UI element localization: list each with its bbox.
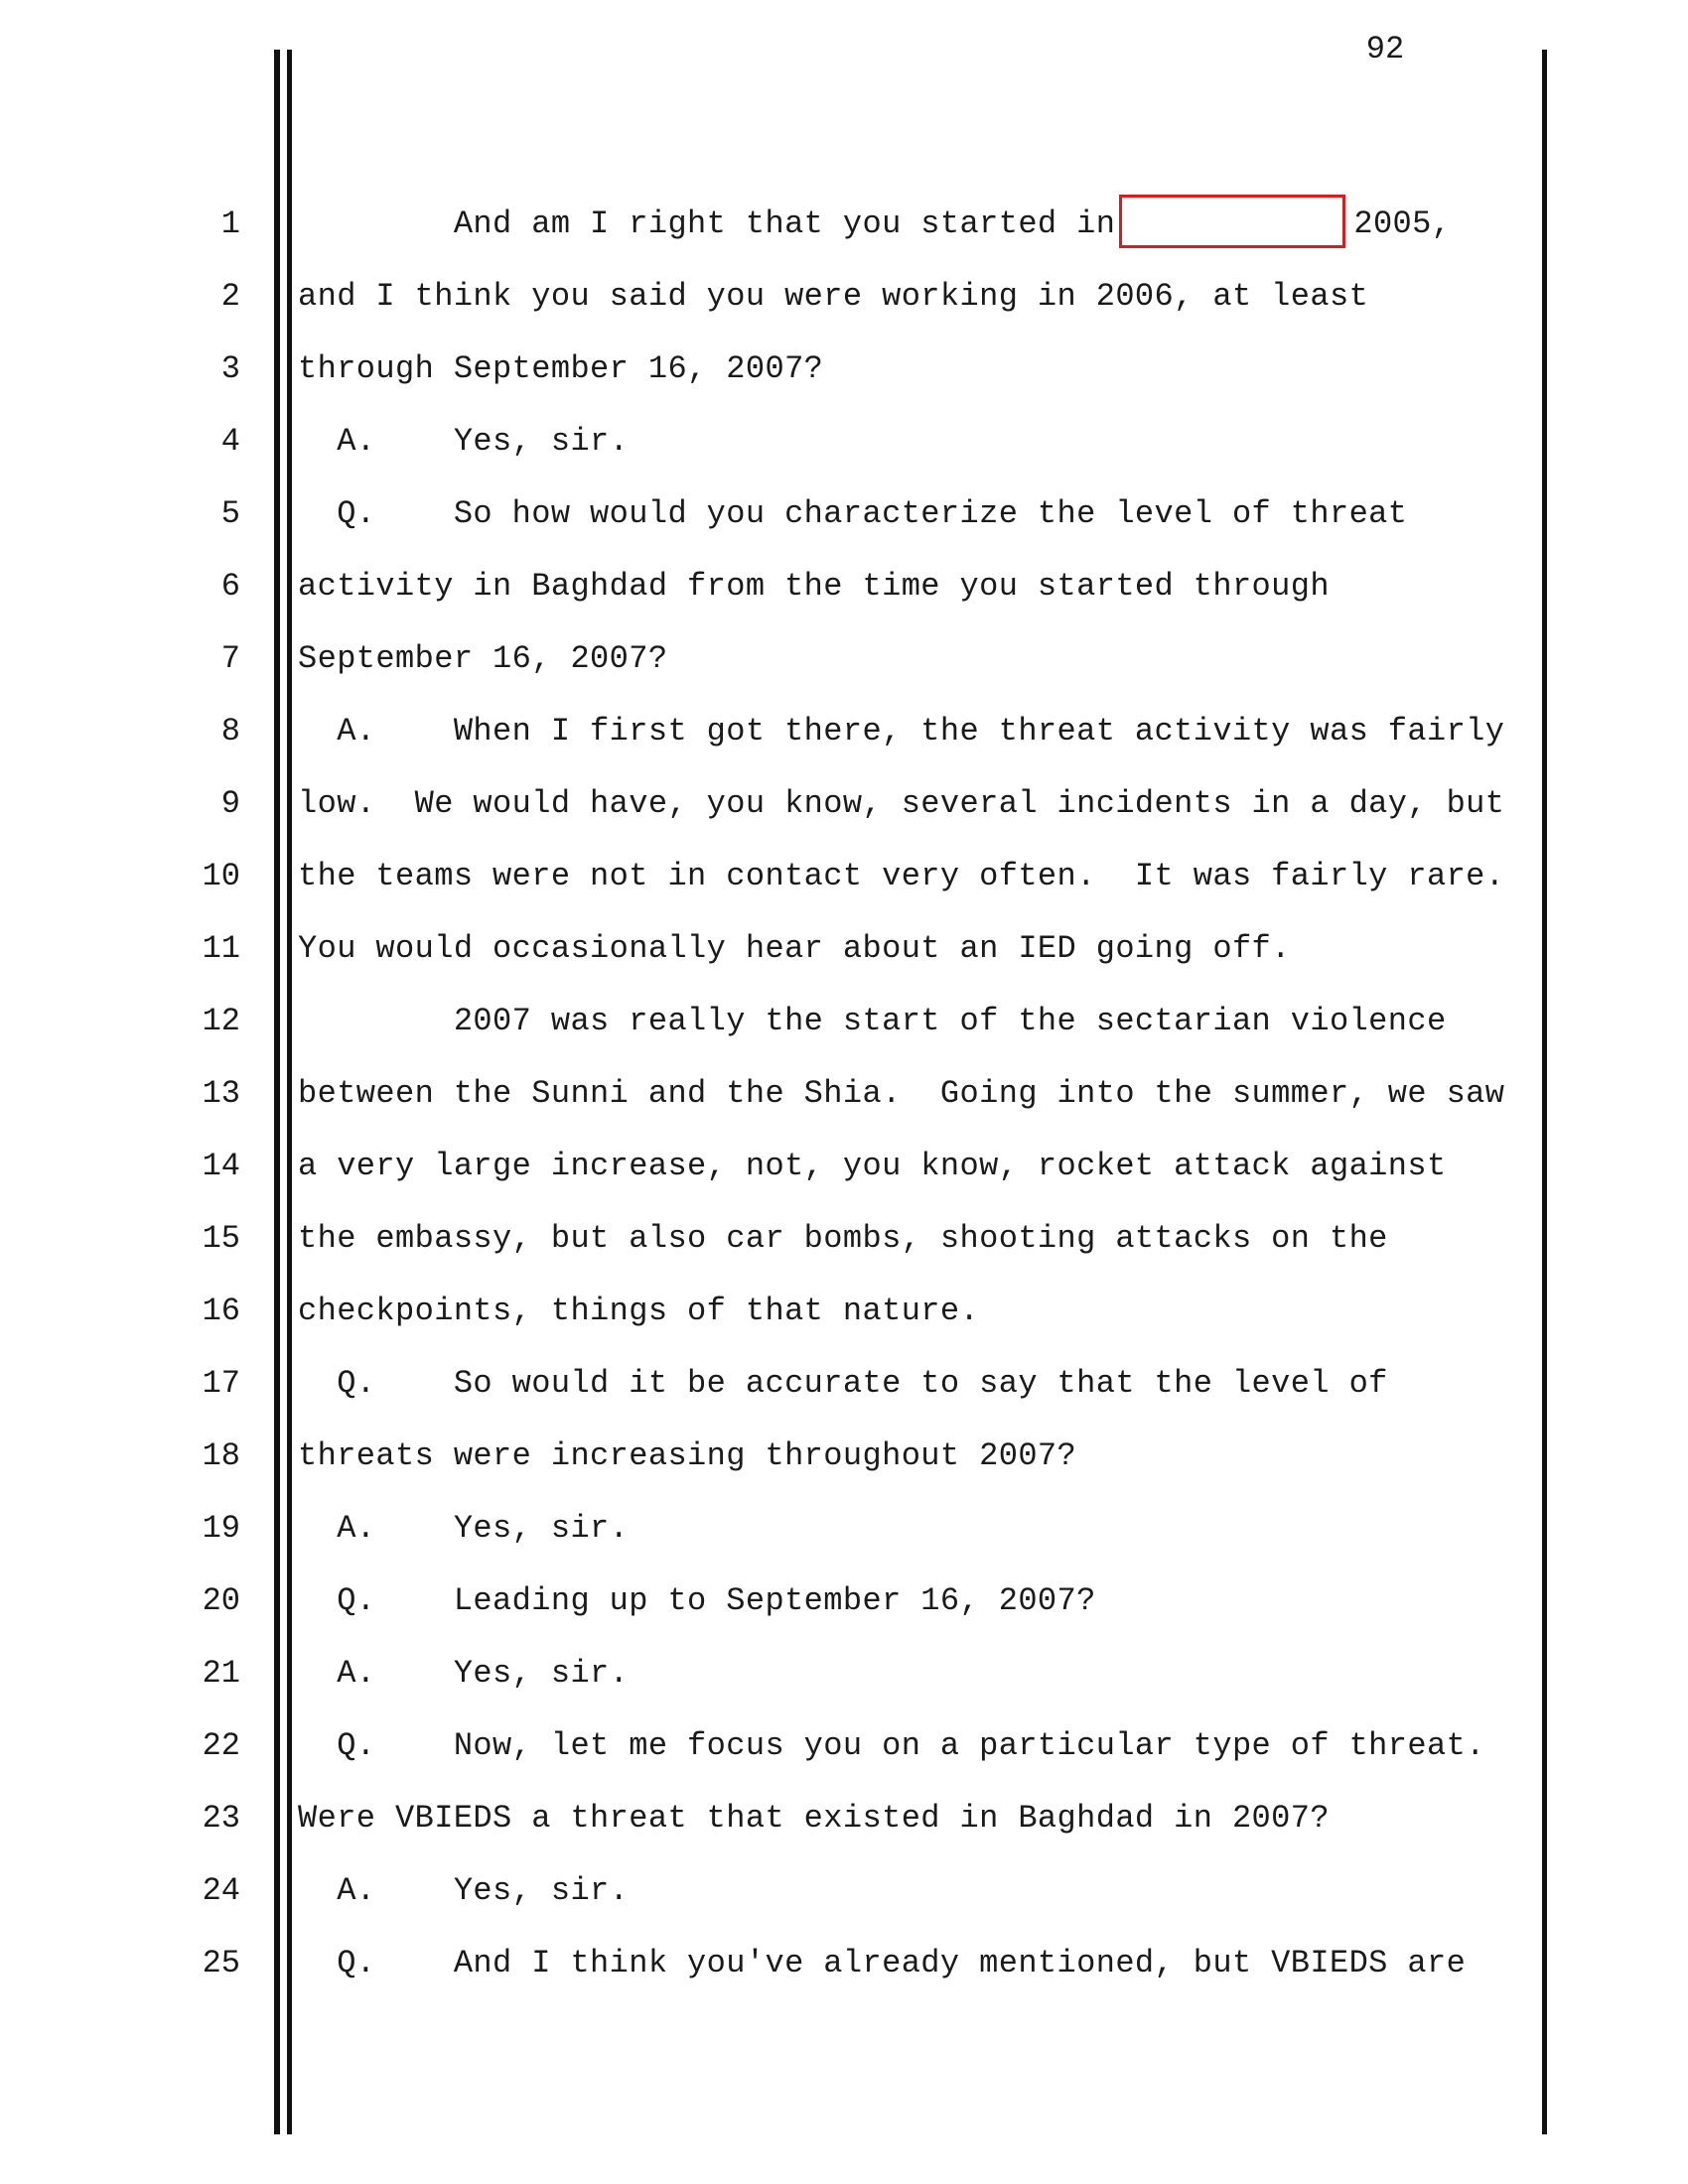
- transcript-line: checkpoints, things of that nature.: [298, 1293, 980, 1329]
- line-number: 23: [202, 1800, 240, 1837]
- line-number: 7: [220, 640, 240, 677]
- left-margin-rule-outer: [274, 50, 280, 2134]
- line-number: 19: [202, 1510, 240, 1547]
- line-number: 22: [202, 1727, 240, 1764]
- line-number: 2: [220, 278, 240, 315]
- transcript-line: A. When I first got there, the threat activity was fairly: [298, 713, 1505, 750]
- line-number: 24: [202, 1872, 240, 1909]
- transcript-line: Q. So would it be accurate to say that the level of: [298, 1365, 1388, 1402]
- line-number: 4: [220, 423, 240, 460]
- transcript-text: [298, 195, 1539, 2006]
- transcript-line: a very large increase, not, you know, rocket attack against: [298, 1148, 1447, 1184]
- transcript-line: September 16, 2007?: [298, 640, 668, 677]
- transcript-line: and I think you said you were working in 2006, at least: [298, 278, 1369, 315]
- line-number: 6: [220, 568, 240, 605]
- line-number: 16: [202, 1293, 240, 1329]
- line-number: 18: [202, 1437, 240, 1474]
- transcript-line: A. Yes, sir.: [298, 423, 630, 460]
- transcript-line: the embassy, but also car bombs, shooting attacks on the: [298, 1220, 1388, 1257]
- transcript-line: the teams were not in contact very often. It was fairly rare.: [298, 858, 1505, 894]
- transcript-line: You would occasionally hear about an IED going off.: [298, 930, 1291, 967]
- redaction-box: [1119, 195, 1345, 248]
- line-text: 2005,: [1353, 205, 1452, 242]
- transcript-line: threats were increasing throughout 2007?: [298, 1437, 1077, 1474]
- line-number: 17: [202, 1365, 240, 1402]
- transcript-line: 2007 was really the start of the sectarian violence: [298, 1003, 1447, 1039]
- line-number: 12: [202, 1003, 240, 1039]
- transcript-line: activity in Baghdad from the time you started through: [298, 568, 1330, 605]
- transcript-line: through September 16, 2007?: [298, 350, 824, 387]
- right-margin-rule: [1542, 50, 1547, 2134]
- transcript-line: Q. Leading up to September 16, 2007?: [298, 1582, 1096, 1619]
- line-number: 5: [220, 495, 240, 532]
- line-number: 14: [202, 1148, 240, 1184]
- page-number: 92: [1365, 31, 1405, 68]
- line-number: 8: [220, 713, 240, 750]
- line-number: 15: [202, 1220, 240, 1257]
- line-number: 3: [220, 350, 240, 387]
- transcript-line: A. Yes, sir.: [298, 1510, 630, 1547]
- line-number: 13: [202, 1075, 240, 1112]
- line-number: 1: [220, 205, 240, 242]
- transcript-line: low. We would have, you know, several incidents in a day, but: [298, 785, 1505, 822]
- line-text: And am I right that you started in: [298, 205, 1116, 242]
- left-margin-rule-inner: [287, 50, 292, 2134]
- line-number: 25: [202, 1945, 240, 1981]
- line-number-column: [179, 195, 240, 2006]
- line-number: 11: [202, 930, 240, 967]
- transcript-line: Q. And I think you've already mentioned, but VBIEDS are: [298, 1945, 1467, 1981]
- line-number: 10: [202, 858, 240, 894]
- transcript-line: Were VBIEDS a threat that existed in Baghdad in 2007?: [298, 1800, 1330, 1837]
- transcript-line: Q. Now, let me focus you on a particular type of threat.: [298, 1727, 1485, 1764]
- transcript-line: Q. So how would you characterize the level of threat: [298, 495, 1408, 532]
- line-number: 20: [202, 1582, 240, 1619]
- transcript-line: A. Yes, sir.: [298, 1655, 630, 1692]
- line-number: 9: [220, 785, 240, 822]
- transcript-line: between the Sunni and the Shia. Going into the summer, we saw: [298, 1075, 1505, 1112]
- transcript-line: A. Yes, sir.: [298, 1872, 630, 1909]
- line-number: 21: [202, 1655, 240, 1692]
- transcript-line: [298, 195, 1539, 267]
